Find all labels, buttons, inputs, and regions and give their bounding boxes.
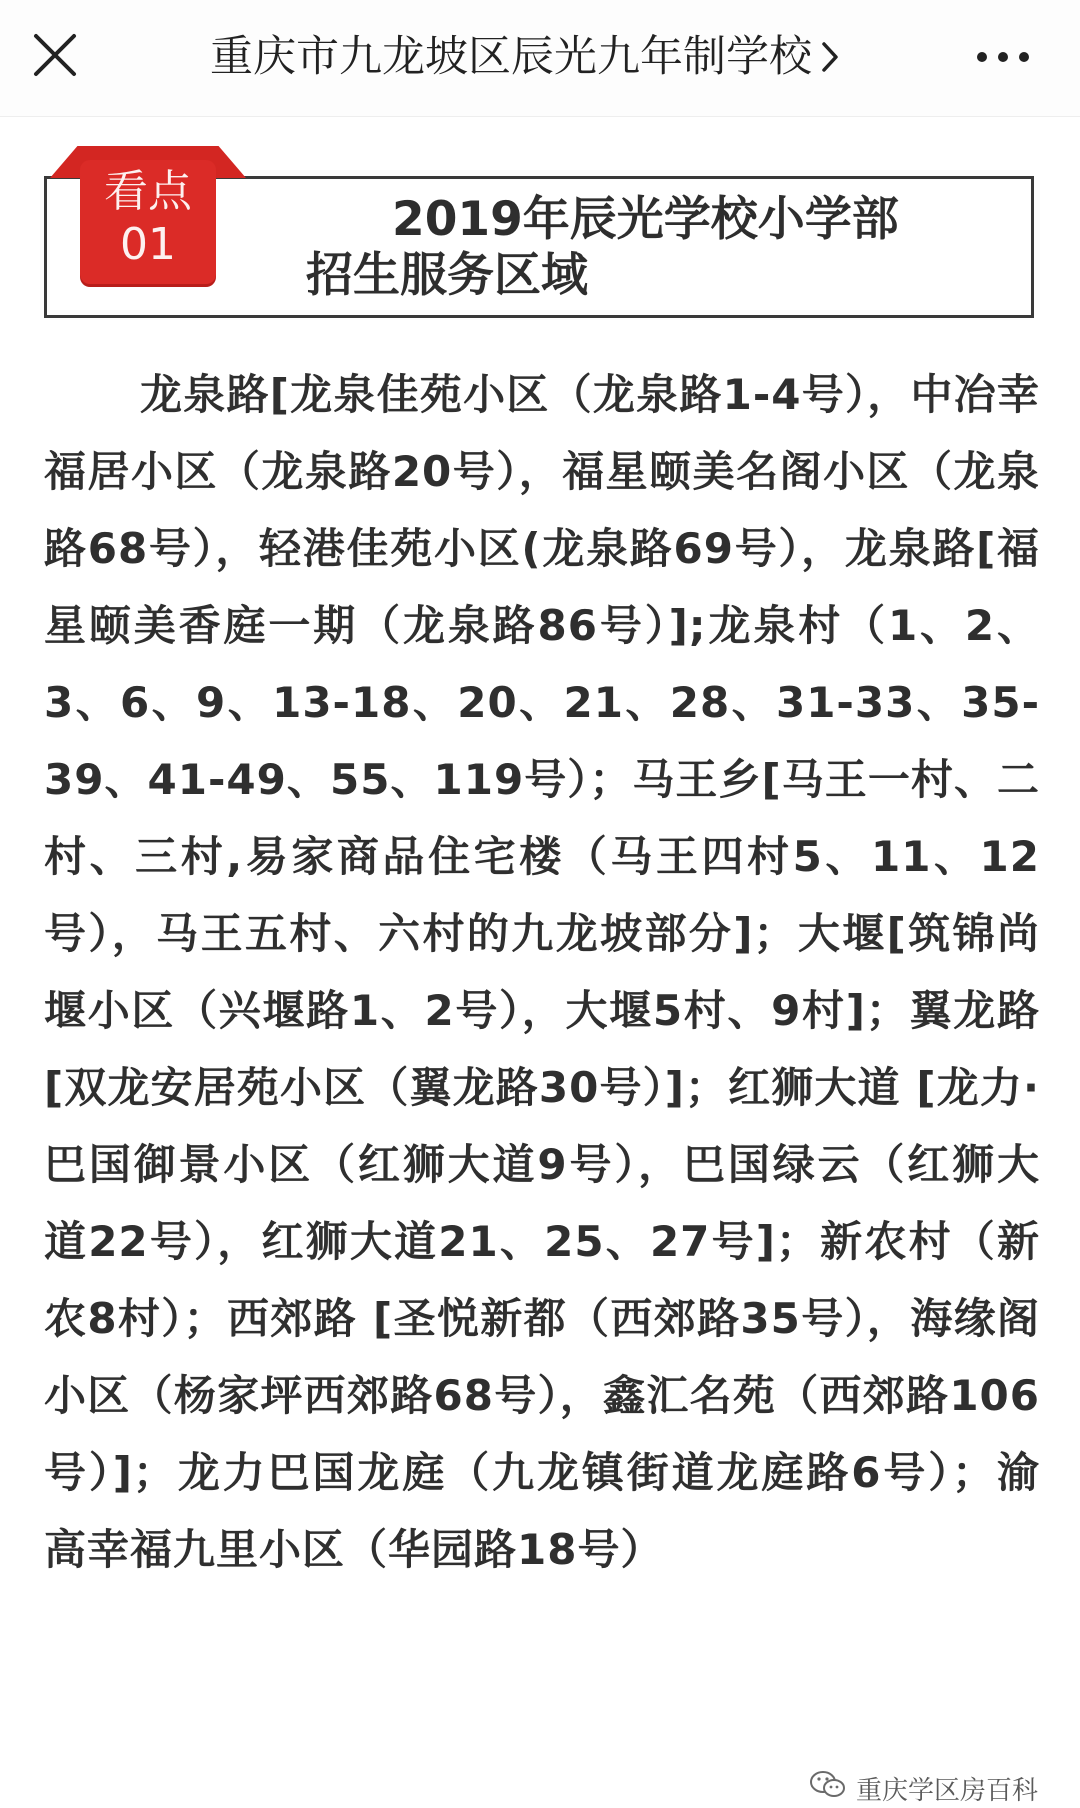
badge-number: 01	[120, 219, 176, 270]
article-paragraph: 龙泉路[龙泉佳苑小区（龙泉路1-4号），中冶幸福居小区（龙泉路20号），福星颐美名阁小区（龙泉路68号），轻港佳苑小区(龙泉路69号），龙泉路[福星颐美香庭一期（龙泉路86号）];龙泉村（1、2、3、6、9、13-18、20、21、28、31-33、35-39、41-49、55、119号）；马王乡[马王一村、二村、三村,易家商品住宅楼（马王四村5、11、12号），马王五村、六村的九龙坡部分]；大堰[筑锦尚堰小区（兴堰路1、2号），大堰5村、9村]；翼龙路 [双龙安居苑小区（翼龙路30号）]；红狮大道 [龙力·巴国御景小区（红狮大道9号），巴国绿云（红狮大道22号），红狮大道21、25、27号]；新农村（新农8村）；西郊路 [圣悦新都（西郊路35号），海缘阁小区（杨家坪西郊路68号），鑫汇名苑（西郊路106号）]；龙力巴国龙庭（九龙镇街道龙庭路6号）；渝高幸福九里小区（华园路18号）	[44, 370, 1040, 1574]
section-title-line1: 2019年辰光学校小学部	[392, 192, 899, 247]
chevron-right-icon	[820, 25, 840, 95]
more-icon[interactable]	[968, 30, 1038, 84]
badge-body	[80, 160, 216, 284]
watermark	[808, 1768, 1038, 1808]
account-title: 重庆市九龙坡区辰光九年制学校	[210, 32, 812, 82]
close-icon[interactable]	[28, 28, 82, 82]
section-badge	[80, 146, 216, 284]
section-title-line2: 招生服务区域	[306, 248, 588, 303]
watermark-text: 重庆学区房百科	[856, 1775, 1039, 1806]
wechat-icon	[808, 1769, 848, 1808]
account-title-link[interactable]	[210, 22, 900, 92]
badge-label: 看点	[104, 166, 192, 217]
top-nav-bar	[0, 0, 1080, 117]
